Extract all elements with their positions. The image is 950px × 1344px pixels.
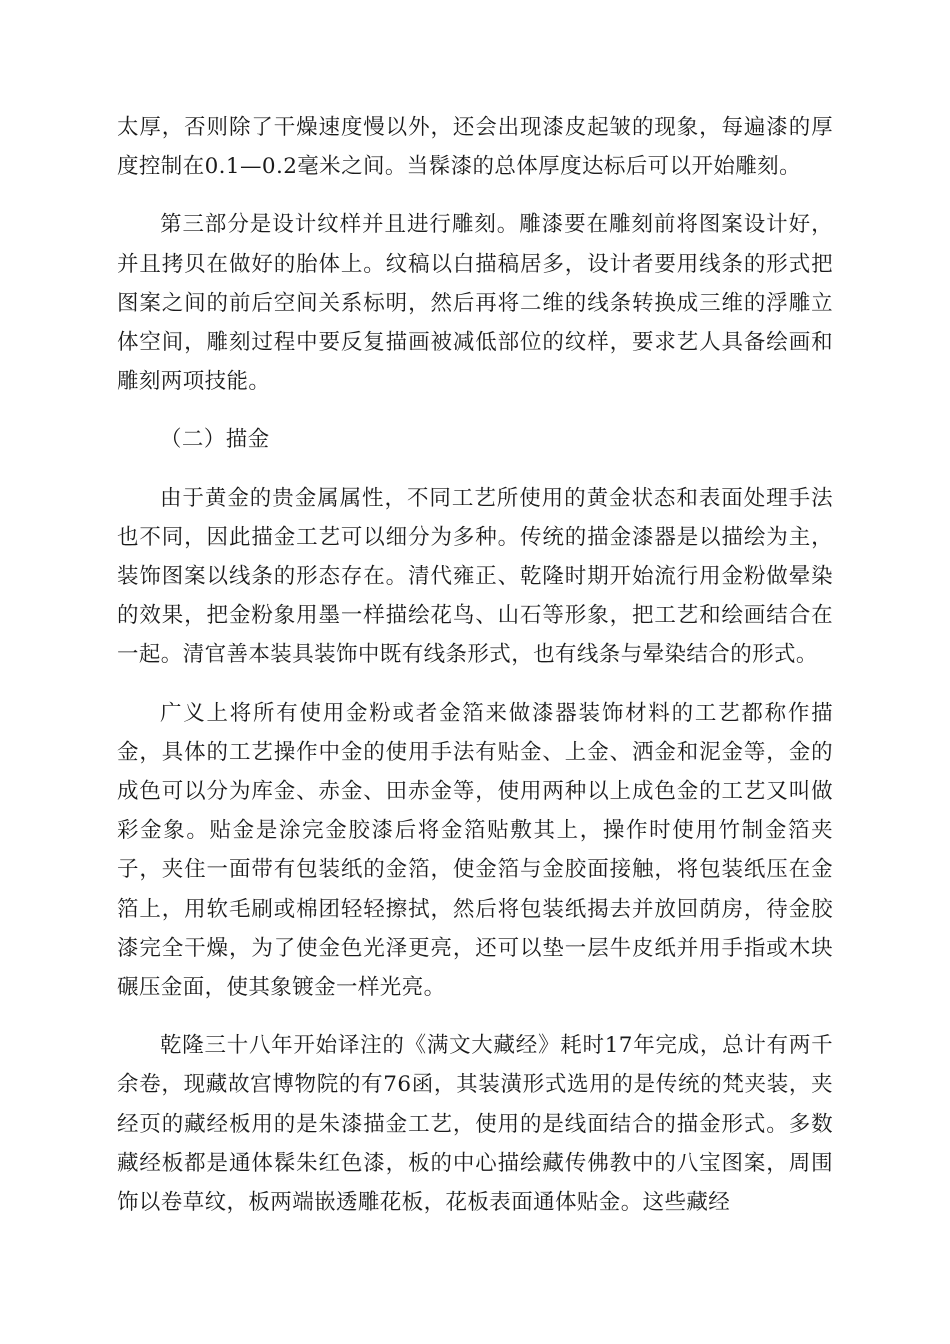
document-body bbox=[117, 108, 833, 1241]
paragraph-gold-properties: 由于黄金的贵金属属性，不同工艺所使用的黄金状态和表面处理手法也不同，因此描金工艺可以细分为多种。传统的描金漆器是以描绘为主，装饰图案以线条的形态存在。清代雍正、乾隆时期开始流行用金粉做晕染的效果，把金粉象用墨一样描绘花鸟、山石等形象，把工艺和绘画结合在一起。清官善本装具装饰中既有线条形式，也有线条与晕染结合的形式。 bbox=[117, 485, 833, 668]
paragraph-carving-design: 第三部分是设计纹样并且进行雕刻。雕漆要在雕刻前将图案设计好，并且拷贝在做好的胎体上。纹稿以白描稿居多，设计者要用线条的形式把图案之间的前后空间关系标明，然后再将二维的线条转换成三维的浮雕立体空间，雕刻过程中要反复描画被减低部位的纹样，要求艺人具备绘画和雕刻两项技能。 bbox=[117, 212, 833, 395]
paragraph-manchu-tripitaka: 乾隆三十八年开始译注的《满文大藏经》耗时17年完成，总计有两千余卷，现藏故宫博物院的有76函，其装潢形式选用的是传统的梵夹装，夹经页的藏经板用的是朱漆描金工艺，使用的是线面结合的描金形式。多数藏经板都是通体髹朱红色漆，板的中心描绘藏传佛教中的八宝图案，周围饰以卷草纹，板两端嵌透雕花板，花板表面通体贴金。这些藏经 bbox=[117, 1033, 833, 1216]
paragraph-gold-techniques: 广义上将所有使用金粉或者金箔来做漆器装饰材料的工艺都称作描金，具体的工艺操作中金的使用手法有贴金、上金、洒金和泥金等，金的成色可以分为库金、赤金、田赤金等，使用两种以上成色金的工艺又叫做彩金象。贴金是涂完金胶漆后将金箔贴敷其上，操作时使用竹制金箔夹子，夹住一面带有包装纸的金箔，使金箔与金胶面接触，将包装纸压在金箔上，用软毛刷或棉团轻轻擦拭，然后将包装纸揭去并放回荫房，待金胶漆完全干燥，为了使金色光泽更亮，还可以垫一层牛皮纸并用手指或木块碾压金面，使其象镀金一样光亮。 bbox=[117, 700, 833, 1001]
section-heading-miaojin: （二）描金 bbox=[160, 427, 270, 453]
paragraph-continued: 太厚，否则除了干燥速度慢以外，还会出现漆皮起皱的现象，每遍漆的厚度控制在0.1—0.2毫米之间。当髹漆的总体厚度达标后可以开始雕刻。 bbox=[117, 115, 833, 180]
